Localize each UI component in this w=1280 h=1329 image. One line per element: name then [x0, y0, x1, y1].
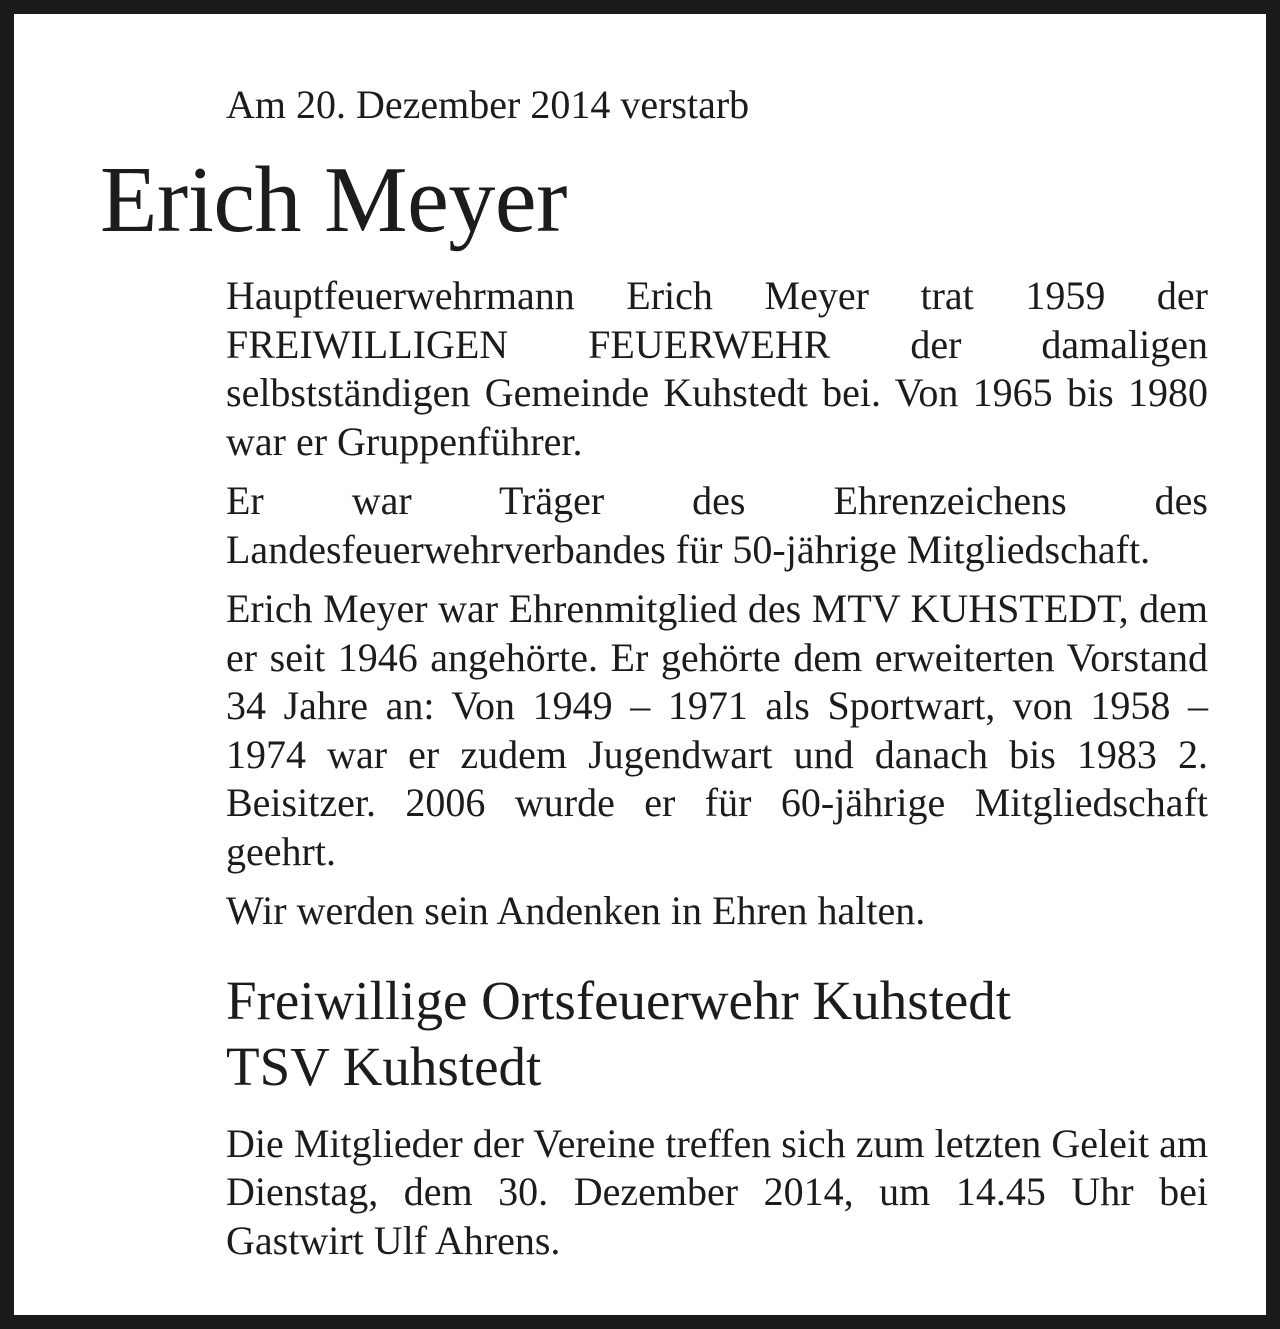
organization-sports-club: TSV Kuhstedt: [226, 1035, 542, 1097]
paragraph-funeral-meeting: Die Mitglieder der Vereine treffen sich zum letzten Geleit am Dienstag, dem 30. Dezember 2014, um 14.45 Uhr bei Gastwirt Ulf Ahrens.: [226, 1120, 1208, 1263]
notice-body: [226, 272, 1208, 1276]
paragraph-remembrance: Wir werden sein Andenken in Ehren halten.: [226, 888, 926, 933]
deceased-name: Erich Meyer: [100, 148, 567, 252]
organizations-block: [226, 968, 1208, 1100]
organization-fire-brigade: Freiwillige Ortsfeuerwehr Kuhstedt: [226, 969, 1012, 1031]
death-date-line: Am 20. Dezember 2014 verstarb: [226, 82, 750, 127]
paragraph-honor-badge: Er war Träger des Ehrenzeichens des Landesfeuerwehrverbandes für 50-jährige Mitgliedschaft.: [226, 478, 1208, 572]
paragraph-sports-club: Erich Meyer war Ehrenmitglied des MTV KUHSTEDT, dem er seit 1946 angehörte. Er gehörte dem erweiterten Vorstand 34 Jahre an: Von 1949 – 1971 als Sportwart, von 1958 – 1974 war er zudem Jugendwart und danach bis 1983 2. Beisitzer. 2006 wurde er für 60-jährige Mitgliedschaft geehrt.: [226, 586, 1208, 874]
paragraph-fire-brigade: Hauptfeuerwehrmann Erich Meyer trat 1959 der FREIWILLIGEN FEUERWEHR der damaligen selbstständigen Gemeinde Kuhstedt bei. Von 1965 bis 1980 war er Gruppenführer.: [226, 273, 1208, 464]
